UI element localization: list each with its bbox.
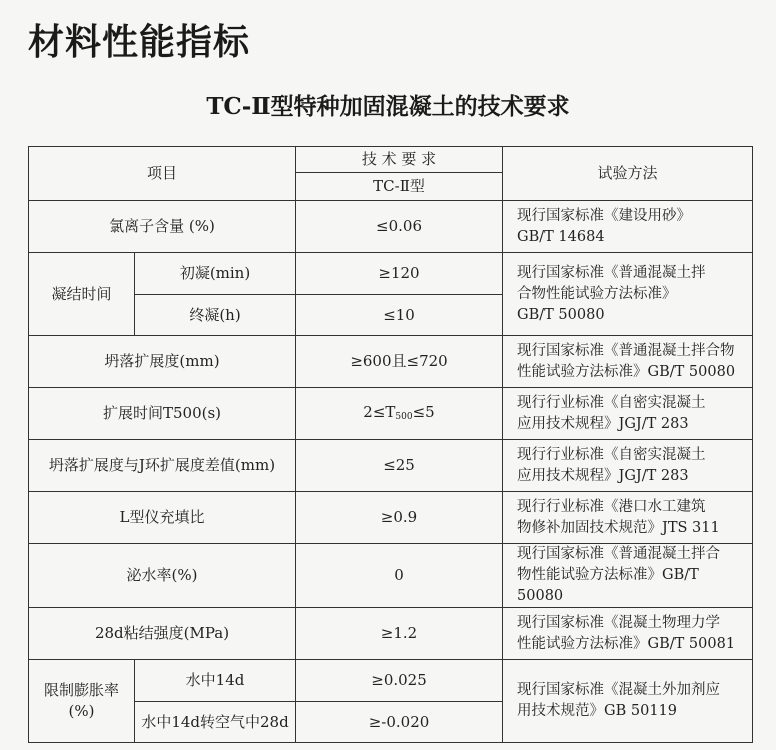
row-group-label-setting: 凝结时间	[29, 253, 135, 336]
row-label: 28d粘结强度(MPa)	[29, 608, 296, 660]
method-line: 物性能试验方法标准》GB/T 50080	[517, 567, 699, 604]
method-line: 现行国家标准《普通混凝土拌	[517, 264, 706, 281]
method-line: 用技术规范》GB 50119	[517, 703, 677, 719]
method-line: 现行行业标准《港口水工建筑	[517, 498, 706, 515]
page-heading: 材料性能指标	[28, 22, 251, 63]
method-line: 现行国家标准《混凝土物理力学	[517, 614, 721, 631]
row-value: ≥1.2	[296, 608, 503, 660]
row-value: ≥600且≤720	[296, 336, 503, 388]
method-line: GB/T 50080	[517, 306, 605, 323]
row-label: 泌水率(%)	[29, 544, 296, 608]
row-label: 扩展时间T500(s)	[29, 388, 296, 440]
row-value	[296, 388, 503, 440]
method-line: 应用技术规程》JGJ/T 283	[517, 415, 689, 432]
table-row-bond-strength	[29, 608, 753, 660]
row-label: 水中14d转空气中28d	[135, 702, 296, 743]
table-header-row	[29, 147, 753, 173]
row-value: 0	[296, 544, 503, 608]
method-line: 现行国家标准《普通混凝土拌合物	[517, 342, 735, 359]
row-label: 坍落扩展度(mm)	[29, 336, 296, 388]
header-grade: TC-Ⅱ型	[296, 173, 503, 201]
row-value: ≥0.025	[296, 660, 503, 702]
method-line: 物修补加固技术规范》JTS 311	[517, 519, 720, 536]
row-value: ≥120	[296, 253, 503, 295]
method-line: GB/T 14684	[517, 228, 605, 245]
row-method	[503, 492, 753, 544]
header-item: 项目	[29, 147, 296, 201]
table-row-t500	[29, 388, 753, 440]
row-label: L型仪充填比	[29, 492, 296, 544]
group-label-line: 限制膨胀率	[43, 681, 119, 699]
row-method	[503, 253, 753, 336]
table-row-l-box	[29, 492, 753, 544]
technical-requirements-table	[28, 146, 753, 743]
table-row-chloride	[29, 201, 753, 253]
table-row-initial-setting	[29, 253, 753, 295]
row-value: ≤25	[296, 440, 503, 492]
row-value: ≥-0.020	[296, 702, 503, 743]
t500-value-subscript: 500	[395, 411, 413, 422]
row-label: 坍落扩展度与J环扩展度差值(mm)	[29, 440, 296, 492]
row-method	[503, 201, 753, 253]
method-line: 现行国家标准《建设用砂》	[517, 207, 692, 224]
method-line: 现行行业标准《自密实混凝土	[517, 446, 706, 463]
row-method	[503, 660, 753, 743]
row-method	[503, 388, 753, 440]
table-row-j-ring	[29, 440, 753, 492]
method-line: 合物性能试验方法标准》	[517, 285, 677, 302]
method-line: 应用技术规程》JGJ/T 283	[517, 467, 689, 484]
row-method	[503, 440, 753, 492]
method-line: 现行行业标准《自密实混凝土	[517, 394, 706, 411]
row-group-label-expansion	[29, 660, 135, 743]
row-method	[503, 608, 753, 660]
method-line: 现行国家标准《普通混凝土拌合	[517, 546, 721, 562]
row-method	[503, 544, 753, 608]
method-line: 性能试验方法标准》GB/T 50081	[517, 635, 736, 652]
table-row-slump-flow	[29, 336, 753, 388]
row-label: 水中14d	[135, 660, 296, 702]
row-label: 氯离子含量 (%)	[29, 201, 296, 253]
table-row-expansion-water	[29, 660, 753, 702]
group-label-line: (%)	[68, 702, 95, 720]
row-method	[503, 336, 753, 388]
header-test-method: 试验方法	[503, 147, 753, 201]
t500-value-suffix: ≤5	[412, 402, 435, 421]
table-row-bleeding	[29, 544, 753, 608]
row-label: 终凝(h)	[135, 295, 296, 336]
row-value: ≥0.9	[296, 492, 503, 544]
t500-value-prefix: 2≤T	[363, 402, 396, 421]
table-title: TC-Ⅱ型特种加固混凝土的技术要求	[206, 93, 570, 120]
header-tech-requirement: 技 术 要 求	[296, 147, 503, 173]
row-label: 初凝(min)	[135, 253, 296, 295]
method-line: 性能试验方法标准》GB/T 50080	[517, 363, 736, 380]
row-value: ≤10	[296, 295, 503, 336]
method-line: 现行国家标准《混凝土外加剂应	[517, 682, 721, 698]
row-value: ≤0.06	[296, 201, 503, 253]
